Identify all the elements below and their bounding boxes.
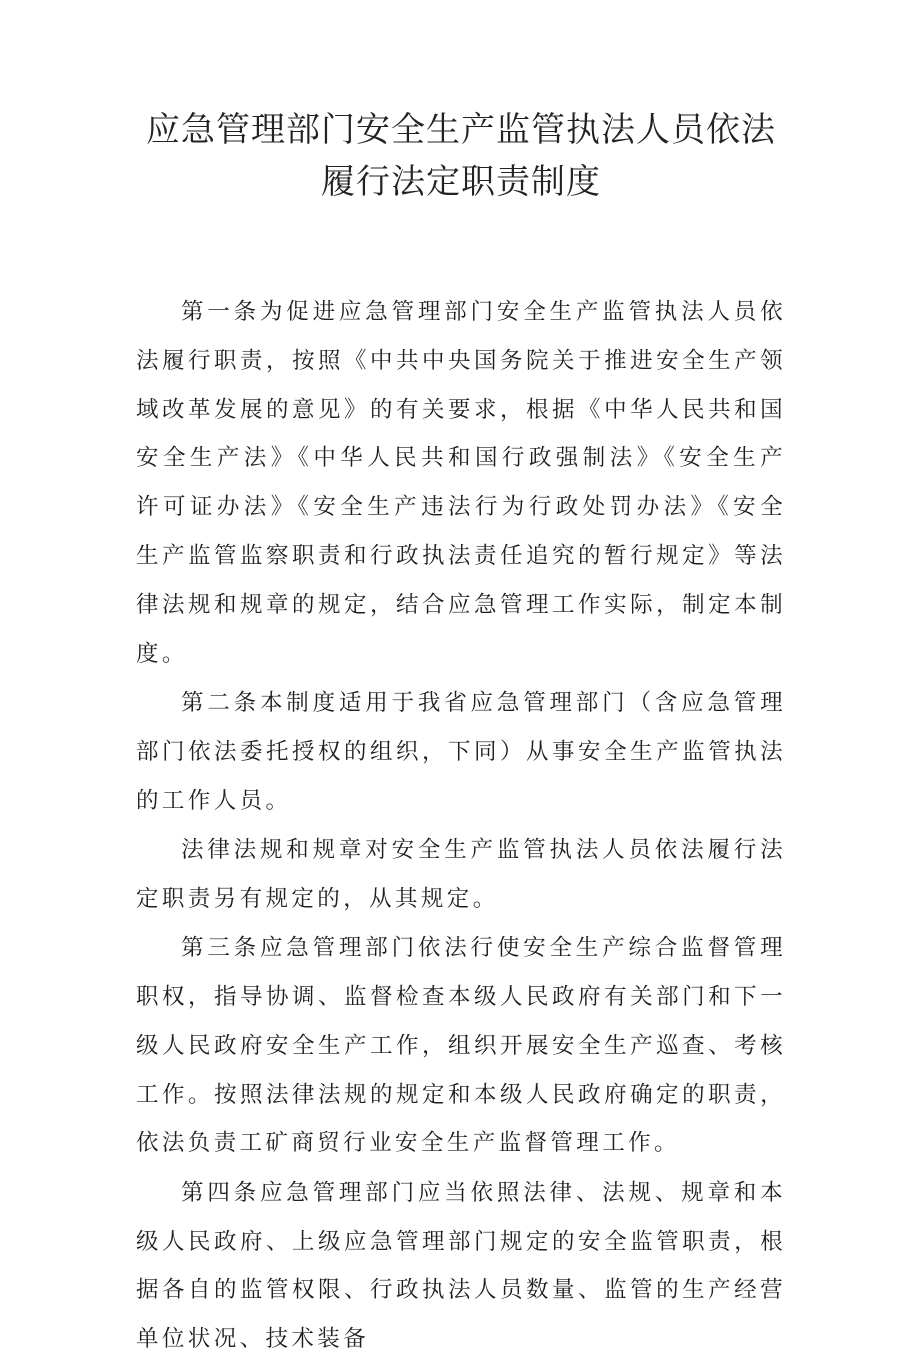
paragraph-article-4: 第四条应急管理部门应当依照法律、法规、规章和本级人民政府、上级应急管理部门规定的安全监管职责，根据各自的监管权限、行政执法人员数量、监管的生产经营单位状况、技术装备 (136, 1179, 786, 1353)
paragraph-article-1: 第一条为促进应急管理部门安全生产监管执法人员依法履行职责，按照《中共中央国务院关于推进安全生产领域改革发展的意见》的有关要求，根据《中华人民共和国安全生产法》《中华人民共和国行政强制法》《安全生产许可证办法》《安全生产违法行为行政处罚办法》《安全生产监管监察职责和行政执法责任追究的暂行规定》等法律法规和规章的规定，结合应急管理工作实际，制定本制度。 (136, 299, 786, 667)
title-line-2: 履行法定职责制度 (321, 162, 601, 202)
paragraph-article-2: 第二条本制度适用于我省应急管理部门（含应急管理部门依法委托授权的组织，下同）从事安全生产监管执法的工作人员。 (136, 689, 786, 814)
paragraph-article-2-note: 法律法规和规章对安全生产监管执法人员依法履行法定职责另有规定的，从其规定。 (136, 836, 786, 912)
document-title (136, 104, 786, 208)
title-line-1: 应急管理部门安全生产监管执法人员依法 (146, 110, 776, 150)
document-body (136, 288, 786, 1364)
paragraph-article-3: 第三条应急管理部门依法行使安全生产综合监督管理职权，指导协调、监督检查本级人民政府有关部门和下一级人民政府安全生产工作，组织开展安全生产巡查、考核工作。按照法律法规的规定和本级人民政府确定的职责，依法负责工矿商贸行业安全生产监督管理工作。 (136, 935, 786, 1157)
